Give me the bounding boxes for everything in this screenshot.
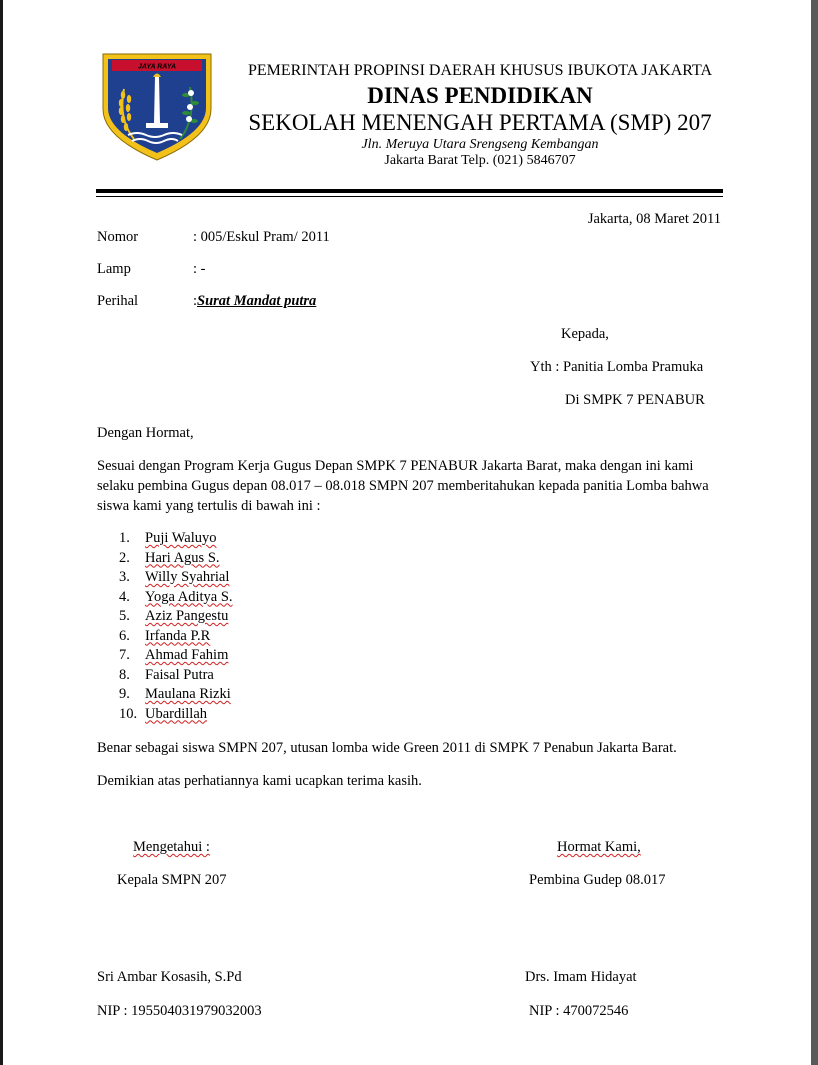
list-item: 6. Irfanda P.R <box>119 627 211 644</box>
greeting: Dengan Hormat, <box>97 425 194 441</box>
student-name: Puji Waluyo <box>145 530 217 546</box>
subject-value: Surat Mandat putra <box>197 293 317 309</box>
list-item: 8. Faisal Putra <box>119 666 214 683</box>
list-item: 1. Puji Waluyo <box>119 530 217 546</box>
student-list <box>97 529 233 724</box>
list-item: 10. Ubardillah <box>119 705 208 722</box>
number-value: : 005/Eskul Pram/ 2011 <box>193 229 330 245</box>
confirmation-paragraph: Benar sebagai siswa SMPN 207, utusan lomba wide Green 2011 di SMPK 7 Penabun Jakarta Barat. <box>97 740 677 756</box>
student-name: Hari Agus S. <box>145 549 220 566</box>
attachment-label: Lamp <box>97 261 131 277</box>
number-label: Nomor <box>97 229 139 245</box>
letterhead-rule-thick <box>96 189 723 193</box>
left-signature-caption: Mengetahui : <box>133 839 210 855</box>
list-item: 4. Yoga Aditya S. <box>119 588 233 605</box>
logo-banner-text: JAYA RAYA <box>137 63 177 71</box>
list-item: 7. Ahmad Fahim <box>119 647 229 663</box>
student-name: Ubardillah <box>145 705 208 722</box>
subject-colon: : <box>193 293 198 309</box>
list-item: 9. Maulana Rizki <box>119 686 231 702</box>
place-date: Jakarta, 08 Maret 2011 <box>587 211 721 227</box>
student-name: Ahmad Fahim <box>145 647 229 663</box>
list-item: 3. Willy Syahrial <box>119 569 230 585</box>
left-signature-nip: NIP : 195504031979032003 <box>97 1003 262 1019</box>
right-signature-nip: NIP : 470072546 <box>529 1003 629 1019</box>
student-name: Willy Syahrial <box>145 569 230 585</box>
subject-label: Perihal <box>97 293 139 309</box>
page-edge-left <box>0 0 3 1065</box>
student-name: Aziz Pangestu <box>145 608 229 624</box>
jakarta-emblem-logo <box>100 51 214 163</box>
recipient-place: Di SMPK 7 PENABUR <box>565 392 705 408</box>
recipient-intro: Kepada, <box>561 326 609 342</box>
page-edge-right <box>811 0 818 1065</box>
attachment-value: : - <box>193 261 206 277</box>
list-item: 2. Hari Agus S. <box>119 549 220 566</box>
letterhead-phone: Jakarta Barat Telp. (021) 5846707 <box>384 153 576 168</box>
letterhead-government: PEMERINTAH PROPINSI DAERAH KHUSUS IBUKOTA JAKARTA <box>247 62 713 79</box>
closing-paragraph: Demikian atas perhatiannya kami ucapkan terima kasih. <box>97 773 422 789</box>
student-name: Yoga Aditya S. <box>145 588 233 605</box>
letterhead-rule-thin <box>96 196 723 197</box>
recipient-name: Yth : Panitia Lomba Pramuka <box>530 359 704 375</box>
student-name: Maulana Rizki <box>145 686 231 702</box>
student-name: Irfanda P.R <box>145 627 211 644</box>
opening-paragraph: Sesuai dengan Program Kerja Gugus Depan SMPK 7 PENABUR Jakarta Barat, maka dengan ini kami selaku pembina Gugus depan 08.017 – 08.018 SMPN 207 memberitahukan kepada panitia Lomba bahwa siswa kami yang tertulis di bawah ini : <box>97 458 709 514</box>
student-name: Faisal Putra <box>145 666 214 683</box>
letterhead-department: DINAS PENDIDIKAN <box>367 83 593 108</box>
subject-field <box>193 293 316 310</box>
right-signature-caption: Hormat Kami, <box>557 839 641 855</box>
right-signature-title: Pembina Gudep 08.017 <box>529 872 666 888</box>
left-signature-name: Sri Ambar Kosasih, S.Pd <box>97 969 242 985</box>
letterhead-school: SEKOLAH MENENGAH PERTAMA (SMP) 207 <box>248 110 712 135</box>
left-signature-title: Kepala SMPN 207 <box>117 872 227 888</box>
right-signature-name: Drs. Imam Hidayat <box>525 969 637 985</box>
list-item: 5. Aziz Pangestu <box>119 608 229 624</box>
letterhead-address: Jln. Meruya Utara Srengseng Kembangan <box>361 137 599 152</box>
